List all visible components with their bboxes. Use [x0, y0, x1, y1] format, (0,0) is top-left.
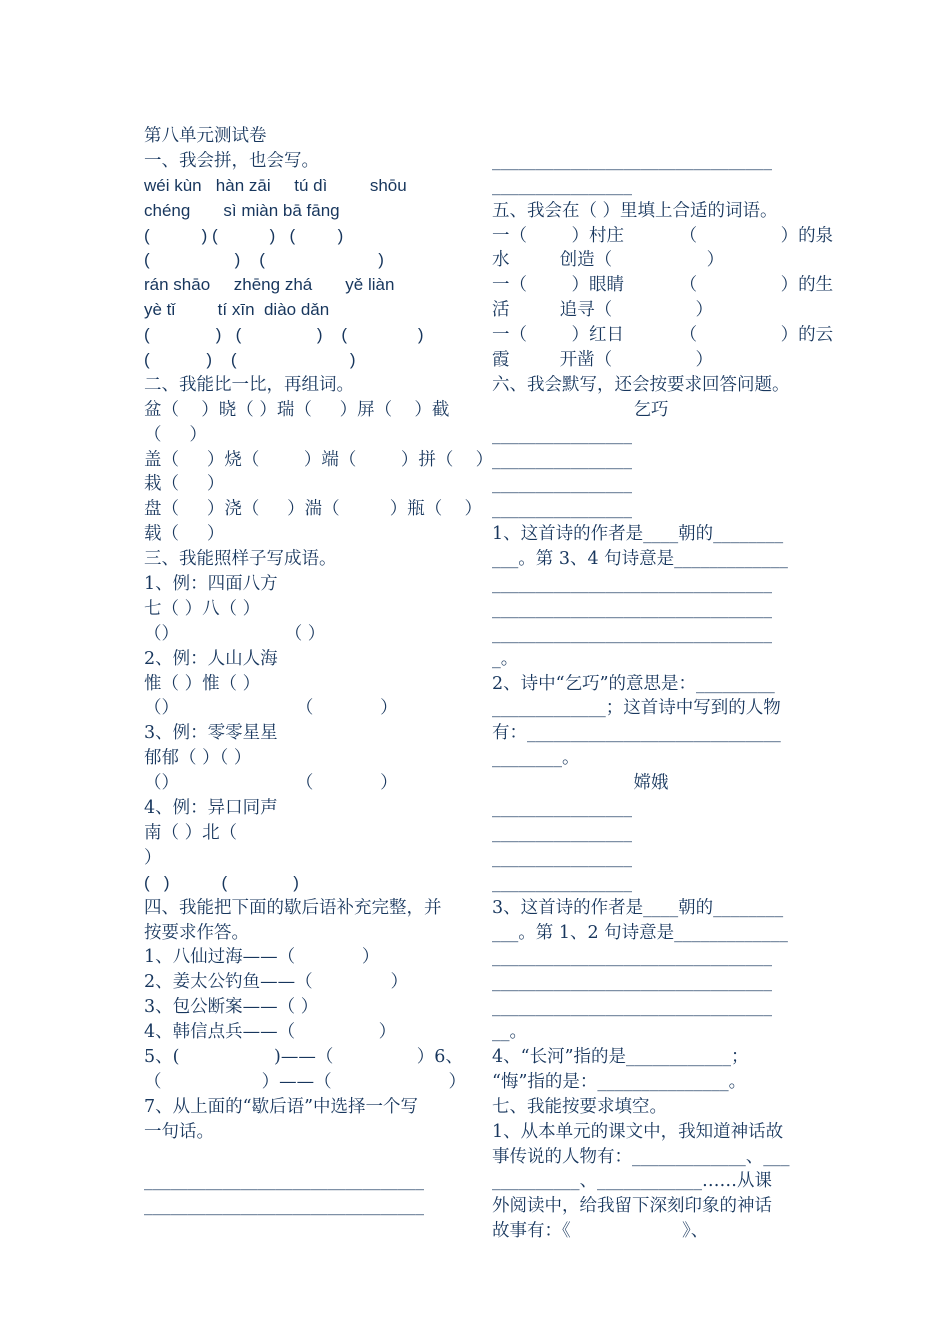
left-line-18: 1、例：四面八方 [144, 574, 278, 595]
left-line-25: 郁郁（ ）（ ） [144, 748, 252, 769]
right-line-4: 一（ ）村庄 （ ）的泉 [492, 225, 834, 246]
left-line-2: wéi kùn hàn zāi tú dì shōu [144, 175, 407, 195]
left-line-23: （） （ ） [144, 698, 398, 719]
right-line-28: ________________ [492, 822, 632, 843]
right-line-17: ___。第 3、4 句诗意是_____________ [492, 549, 788, 570]
left-line-40: 一句话。 [144, 1121, 214, 1142]
left-line-27: 4、例：异口同声 [144, 798, 278, 819]
right-line-14: ________________ [492, 474, 632, 495]
right-line-40: 1、从本单元的课文中，我知道神话故 [492, 1121, 784, 1142]
right-column [492, 124, 834, 1244]
left-line-6: rán shāo zhēng zhá yě liàn [144, 275, 395, 295]
left-line-20: （） （ ） [144, 623, 326, 644]
left-line-32: 按要求作答。 [144, 922, 249, 943]
left-line-33: 1、八仙过海——（ ） [144, 947, 380, 968]
right-line-31: 3、这首诗的作者是____朝的________ [492, 897, 784, 918]
right-line-5: 水 创造（ ） [492, 250, 725, 271]
right-line-41: 事传说的人物有：_____________、___ [492, 1146, 790, 1167]
left-line-13: 盖（ ）烧（ ）端（ ）拼（ ） [144, 449, 494, 470]
left-line-21: 2、例：人山人海 [144, 648, 278, 669]
left-line-0: 第八单元测试卷 [144, 126, 267, 146]
right-line-16: 1、这首诗的作者是____朝的________ [492, 524, 784, 545]
right-line-2: ________________ [492, 175, 632, 196]
left-line-26: （） （ ） [144, 773, 398, 794]
right-line-33: ________________________________ [492, 947, 772, 968]
right-line-6: 一（ ）眼睛 （ ）的生 [492, 275, 834, 296]
left-line-39: 7、从上面的“歇后语”中选择一个写 [144, 1096, 419, 1117]
right-line-9: 霞 开凿（ ） [492, 350, 714, 371]
left-line-41 [144, 1145, 458, 1170]
right-line-18: ________________________________ [492, 574, 772, 595]
left-line-10: 二、我能比一比，再组词。 [144, 374, 354, 395]
left-line-8: ( ) ( ) ( ) [144, 325, 424, 345]
left-line-11: 盆（ ）晓（ ）瑞（ ）屏（ ）截 [144, 399, 450, 420]
left-line-28: 南（ ）北（ [144, 822, 238, 843]
left-line-5: ( ) ( ) [144, 250, 384, 270]
left-line-30: ( ) ( ) [144, 872, 299, 892]
left-line-24: 3、例：零零星星 [144, 723, 278, 744]
right-line-7: 活 追寻（ ） [492, 300, 714, 321]
right-line-11: 乞巧 [633, 399, 669, 420]
right-line-44: 故事有：《 》、 [492, 1221, 709, 1242]
right-line-26: 嫦娥 [633, 773, 669, 794]
left-line-36: 4、韩信点兵——（ ） [144, 1022, 397, 1043]
left-line-22: 惟（ ）惟（ ） [144, 673, 261, 694]
left-line-29: ） [144, 847, 162, 868]
left-line-35: 3、包公断案——（ ） [144, 997, 319, 1018]
right-line-0 [492, 124, 810, 149]
left-line-7: yè tǐ tí xīn diào dǎn [144, 300, 330, 320]
right-line-42: __________、____________……从课 [492, 1171, 772, 1192]
right-line-43: 外阅读中，给我留下深刻印象的神话 [492, 1196, 772, 1217]
left-line-16: 载（ ） [144, 524, 225, 545]
right-line-22: 2、诗中“乞巧”的意思是：_________ [492, 673, 775, 694]
left-line-31: 四、我能把下面的歇后语补充完整，并 [144, 897, 442, 918]
left-line-9: ( ) ( ) [144, 350, 356, 370]
right-line-27: ________________ [492, 798, 632, 819]
left-line-14: 栽（ ） [144, 474, 225, 495]
left-line-43: ________________________________ [144, 1196, 424, 1217]
left-line-38: （ ）——（ ） [144, 1071, 466, 1092]
left-line-12: （ ） [144, 424, 207, 445]
right-line-39: 七、我能按要求填空。 [492, 1096, 667, 1117]
left-line-1: 一、我会拼，也会写。 [144, 150, 319, 171]
right-line-34: ________________________________ [492, 972, 772, 993]
left-line-37: 5、( )——（ ）6、 [144, 1046, 463, 1067]
right-line-36: __。 [492, 1022, 527, 1043]
right-line-24: 有：_____________________________ [492, 723, 781, 744]
right-line-23: _____________；这首诗中写到的人物 [492, 698, 781, 719]
right-line-15: ________________ [492, 499, 632, 520]
right-line-32: ___。第 1、2 句诗意是_____________ [492, 922, 788, 943]
right-line-10: 六、我会默写，还会按要求回答问题。 [492, 374, 790, 395]
left-column [144, 124, 494, 1219]
right-line-20: ________________________________ [492, 623, 772, 644]
right-line-30: ________________ [492, 872, 632, 893]
left-line-17: 三、我能照样子写成语。 [144, 549, 337, 570]
left-line-15: 盘（ ）浇（ ）湍（ ）瓶（ ） [144, 499, 482, 520]
left-line-34: 2、姜太公钓鱼——（ ） [144, 972, 409, 993]
right-line-25: ________。 [492, 748, 580, 769]
left-line-3: chéng sì miàn bā fāng [144, 200, 340, 220]
right-line-35: ________________________________ [492, 997, 772, 1018]
right-line-29: ________________ [492, 847, 632, 868]
right-line-3: 五、我会在（ ）里填上合适的词语。 [492, 200, 778, 221]
right-line-38: “悔”指的是：_______________。 [492, 1071, 747, 1092]
left-line-42: ________________________________ [144, 1171, 424, 1192]
left-line-4: ( ) ( ) ( ) [144, 225, 344, 245]
right-line-1: ________________________________ [492, 150, 772, 171]
right-line-19: ________________________________ [492, 598, 772, 619]
right-line-8: 一（ ）红日 （ ）的云 [492, 325, 834, 346]
right-line-21: _。 [492, 648, 519, 669]
right-line-37: 4、“长河”指的是____________； [492, 1046, 749, 1067]
right-line-13: ________________ [492, 449, 632, 470]
left-line-19: 七（ ）八（ ） [144, 598, 261, 619]
right-line-12: ________________ [492, 424, 632, 445]
